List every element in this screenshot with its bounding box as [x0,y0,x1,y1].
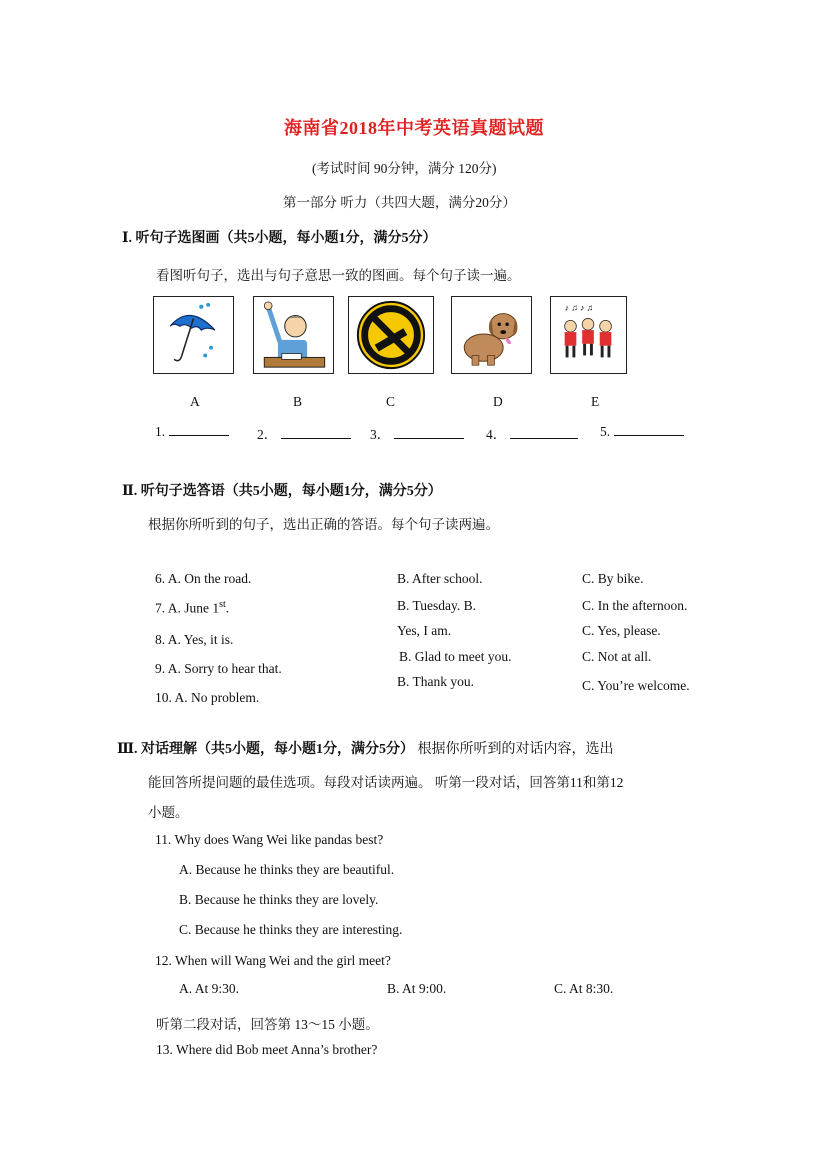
q12-question: 12. When will Wang Wei and the girl meet? [155,953,391,968]
picture-c-no-smoking [348,296,434,374]
blank-number: 2． [257,427,278,442]
answer-blank-4[interactable] [486,423,578,443]
q11-option-c: C. Because he thinks they are interesting. [179,922,403,937]
label-c: C [386,394,396,409]
picture-d-dog [451,296,532,374]
section3-heading: Ⅲ. 对话理解（共5小题，每小题1分，满分5分） [117,742,415,757]
q6-option-c: C. By bike. [582,571,644,586]
q10-option-b: B. Thank you. [397,674,474,689]
q7-option-b: B. Tuesday. B. [397,598,477,613]
q7-option-c: C. In the afternoon. [582,598,688,613]
q8-option-b: Yes, I am. [397,623,452,638]
part-one-heading: 第一部分 听力（共四大题，满分20分） [283,195,516,210]
blank-number: 5. [600,424,611,439]
blank-number: 1. [155,424,166,439]
q10-option-c: C. You’re welcome. [582,678,690,693]
q6-option-a: 6. A. On the road. [155,571,252,586]
answer-blank-3[interactable] [370,423,464,443]
q9-option-a: 9. A. Sorry to hear that. [155,661,282,676]
page-title: 海南省2018年中考英语真题试题 [284,118,544,138]
q12-option-b: B. At 9:00. [387,981,447,996]
q12-option-a: A. At 9:30. [179,981,240,996]
q9-option-c: C. Not at all. [582,649,652,664]
exam-info: (考试时间 90分钟，满分 120分) [312,161,497,176]
answer-blank-2[interactable] [257,423,351,443]
q8-option-c: C. Yes, please. [582,623,661,638]
label-d: D [493,394,503,409]
label-e: E [591,394,600,409]
q10-option-a: 10. A. No problem. [155,690,260,705]
q13-question: 13. Where did Bob meet Anna’s brother? [156,1042,378,1057]
picture-b-student-raising-hand [253,296,334,374]
picture-e-singing-girls [550,296,627,374]
section3-heading-tail: 根据你所听到的对话内容，选出 [417,742,614,757]
section3-heading-line [117,738,614,758]
q6-option-b: B. After school. [397,571,483,586]
blank-number: 3． [370,427,391,442]
label-b: B [293,394,303,409]
answer-blank-1[interactable] [155,423,229,440]
section3-instruction-line3: 小题。 [148,805,189,820]
blank-number: 4． [486,427,507,442]
q11-question: 11. Why does Wang Wei like pandas best? [155,832,384,847]
umbrella-icon [154,297,233,373]
section2-instruction: 根据你所听到的句子，选出正确的答语。每个句子读两遍。 [148,517,499,532]
section1-instruction: 看图听句子，选出与句子意思一致的图画。每个句子读一遍。 [156,268,521,283]
section2-heading: Ⅱ. 听句子选答语（共5小题，每小题1分，满分5分） [122,484,442,499]
q9-option-b: B. Glad to meet you. [399,649,512,664]
q8-option-a: 8. A. Yes, it is. [155,632,234,647]
answer-blank-5[interactable] [600,423,684,440]
singing-girls-icon [551,297,626,373]
dog-icon [452,297,531,373]
q7-option-a: 7. A. June 1st. [155,599,230,616]
q11-option-b: B. Because he thinks they are lovely. [179,892,379,907]
section3-instruction-line2: 能回答所提问题的最佳选项。每段对话读两遍。 听第一段对话，回答第11和第12 [148,775,624,790]
svg-text:♪ ♫ ♪ ♫: ♪ ♫ ♪ ♫ [564,302,594,313]
q11-option-a: A. Because he thinks they are beautiful. [179,862,395,877]
label-a: A [190,394,200,409]
q12-option-c: C. At 8:30. [554,981,614,996]
student-icon [254,297,333,373]
section1-heading: Ⅰ. 听句子选图画（共5小题，每小题1分，满分5分） [122,231,437,246]
picture-a-umbrella [153,296,234,374]
dialog2-instruction: 听第二段对话，回答第 13～15 小题。 [156,1017,379,1032]
no-smoking-icon [349,297,433,373]
